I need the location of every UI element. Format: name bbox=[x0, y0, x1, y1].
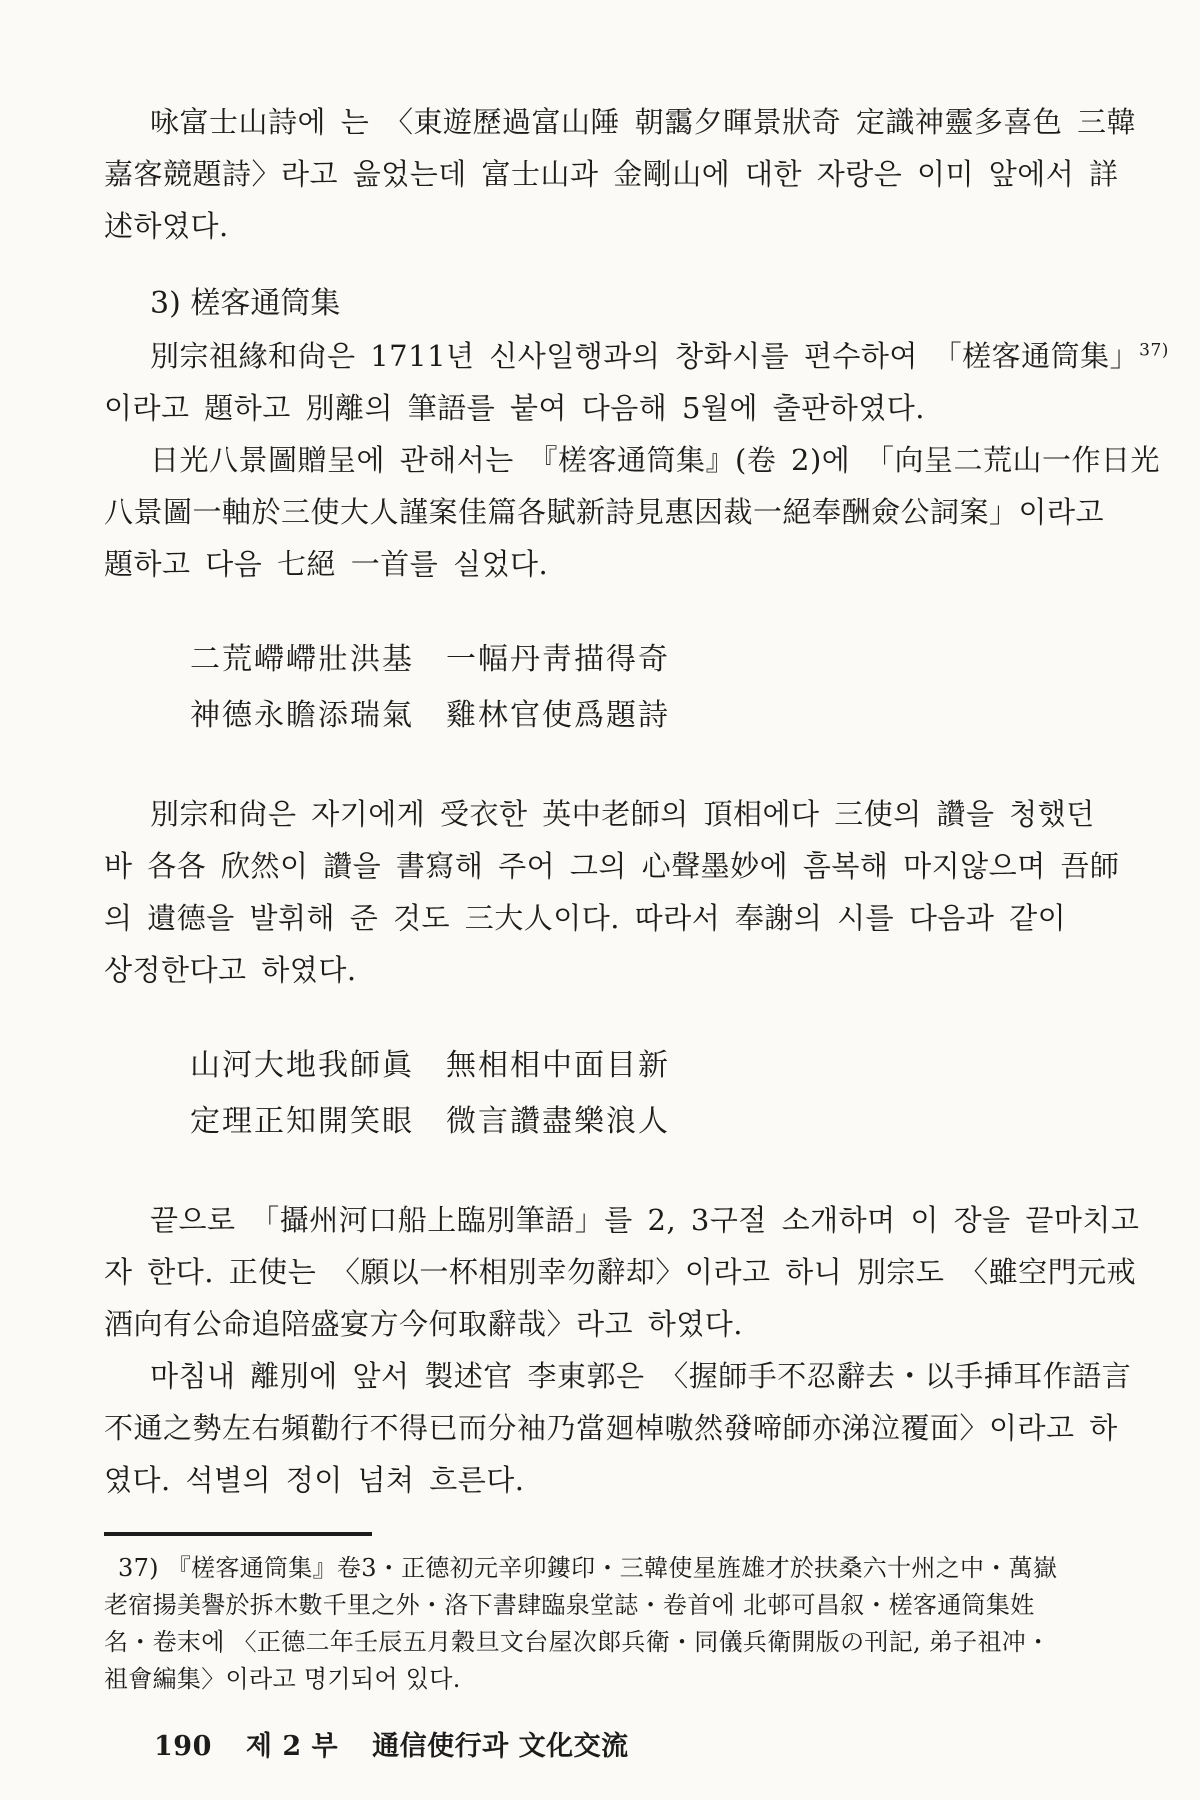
paragraph-line: 日光八景圖贈呈에 관해서는 『槎客通筒集』(卷 2)에 「向呈二荒山一作日光 bbox=[150, 443, 1161, 477]
line-text: 別宗祖緣和尙은 1711년 신사일행과의 창화시를 편수하여 「槎客通筒集」 bbox=[150, 339, 1140, 373]
footnote-line: 名・卷末에 〈正德二年壬辰五月穀旦文台屋次郞兵衛・同儀兵衛開版の刊記, 弟子祖冲・ bbox=[104, 1628, 1051, 1656]
poem-first bbox=[104, 632, 1084, 744]
footnote-line: 祖會編集〉이라고 명기되어 있다. bbox=[104, 1665, 461, 1693]
paragraph-line: 였다. 석별의 정이 넘쳐 흐른다. bbox=[104, 1463, 525, 1497]
paragraph-line: 嘉客競題詩〉라고 읊었는데 富士山과 金剛山에 대한 자랑은 이미 앞에서 詳 bbox=[104, 157, 1119, 191]
paragraph-line: 마침내 離別에 앞서 製述官 李東郭은 〈握師手不忍辭去・以手挿耳作語言 bbox=[150, 1359, 1132, 1393]
paragraph-line bbox=[104, 330, 1169, 382]
part-label: 제 2 부 bbox=[245, 1731, 339, 1762]
poem-line: 定理正知開笑眼 微言讚盡樂浪人 bbox=[190, 1104, 670, 1139]
book-page bbox=[104, 96, 1169, 1763]
farewell-paragraph-2 bbox=[104, 1350, 1132, 1506]
poem-line: 山河大地我師眞 無相相中面目新 bbox=[190, 1048, 670, 1083]
section-heading: 3) 槎客通筒集 bbox=[150, 286, 341, 321]
paragraph-line: 자 한다. 正使는 〈願以一杯相別幸勿辭却〉이라고 하니 別宗도 〈雖空門元戒 bbox=[104, 1255, 1137, 1289]
paragraph-line: 題하고 다음 七絕 一首를 실었다. bbox=[104, 547, 549, 581]
poem-line: 神德永瞻添瑞氣 雞林官使爲題詩 bbox=[190, 698, 670, 733]
nikko-paragraph bbox=[104, 434, 1161, 590]
intro-paragraph bbox=[104, 96, 1137, 252]
page-footer bbox=[104, 1724, 1084, 1763]
paragraph-line: 別宗和尙은 자기에게 受衣한 英中老師의 頂相에다 三使의 讚을 청했던 bbox=[150, 797, 1095, 831]
poem-line: 二荒嵽嵽壯洪基 一幅丹靑描得奇 bbox=[190, 642, 670, 677]
paragraph-line: 不通之勢左右頻勸行不得已而分袖乃當廻棹嗷然發啼師亦涕泣覆面〉이라고 하 bbox=[104, 1411, 1118, 1445]
paragraph-line: 述하였다. bbox=[104, 209, 229, 243]
footnote-divider bbox=[104, 1532, 372, 1536]
farewell-paragraph-1 bbox=[104, 1194, 1140, 1350]
footnote-block bbox=[104, 1550, 1084, 1698]
footnote-line bbox=[104, 1550, 1084, 1587]
paragraph-line: 상정한다고 하였다. bbox=[104, 953, 357, 987]
paragraph-line: 의 遺德을 발휘해 준 것도 三大人이다. 따라서 奉謝의 시를 다음과 같이 bbox=[104, 901, 1067, 935]
paragraph-line: 咏富士山詩에 는 〈東遊歷過富山陲 朝靄夕暉景狀奇 定識神靈多喜色 三韓 bbox=[150, 105, 1137, 139]
publication-paragraph bbox=[104, 330, 1169, 434]
paragraph-line: 끝으로 「攝州河口船上臨別筆語」를 2, 3구절 소개하며 이 장을 끝마치고 bbox=[150, 1203, 1140, 1237]
footnote-reference: 37) bbox=[1139, 340, 1169, 361]
footnote-line: 老宿揚美譽於拆木數千里之外・洛下書肆臨泉堂誌・卷首에 北邨可昌叙・槎客通筒集姓 bbox=[104, 1591, 1035, 1619]
paragraph-line: 八景圖一軸於三使大人謹案佳篇各賦新詩見惠因裁一絕奉酬僉公詞案」이라고 bbox=[104, 495, 1105, 529]
part-title: 通信使行과 文化交流 bbox=[372, 1731, 629, 1762]
praise-paragraph bbox=[104, 788, 1120, 996]
paragraph-line: 酒向有公命追陪盛宴方今何取辭哉〉라고 하였다. bbox=[104, 1307, 744, 1341]
poem-second bbox=[104, 1038, 1084, 1150]
footnote-text: 『槎客通筒集』卷3・正德初元辛卯鏤印・三韓使星旌雄才於扶桑六十州之中・萬嶽 bbox=[166, 1554, 1058, 1582]
paragraph-line: 바 各各 欣然이 讚을 書寫해 주어 그의 心聲墨妙에 흠복해 마지않으며 吾師 bbox=[104, 849, 1120, 883]
footnote-number: 37) bbox=[118, 1554, 159, 1582]
page-number: 190 bbox=[154, 1731, 212, 1762]
paragraph-line: 이라고 題하고 別離의 筆語를 붙여 다음해 5월에 출판하였다. bbox=[104, 391, 925, 425]
